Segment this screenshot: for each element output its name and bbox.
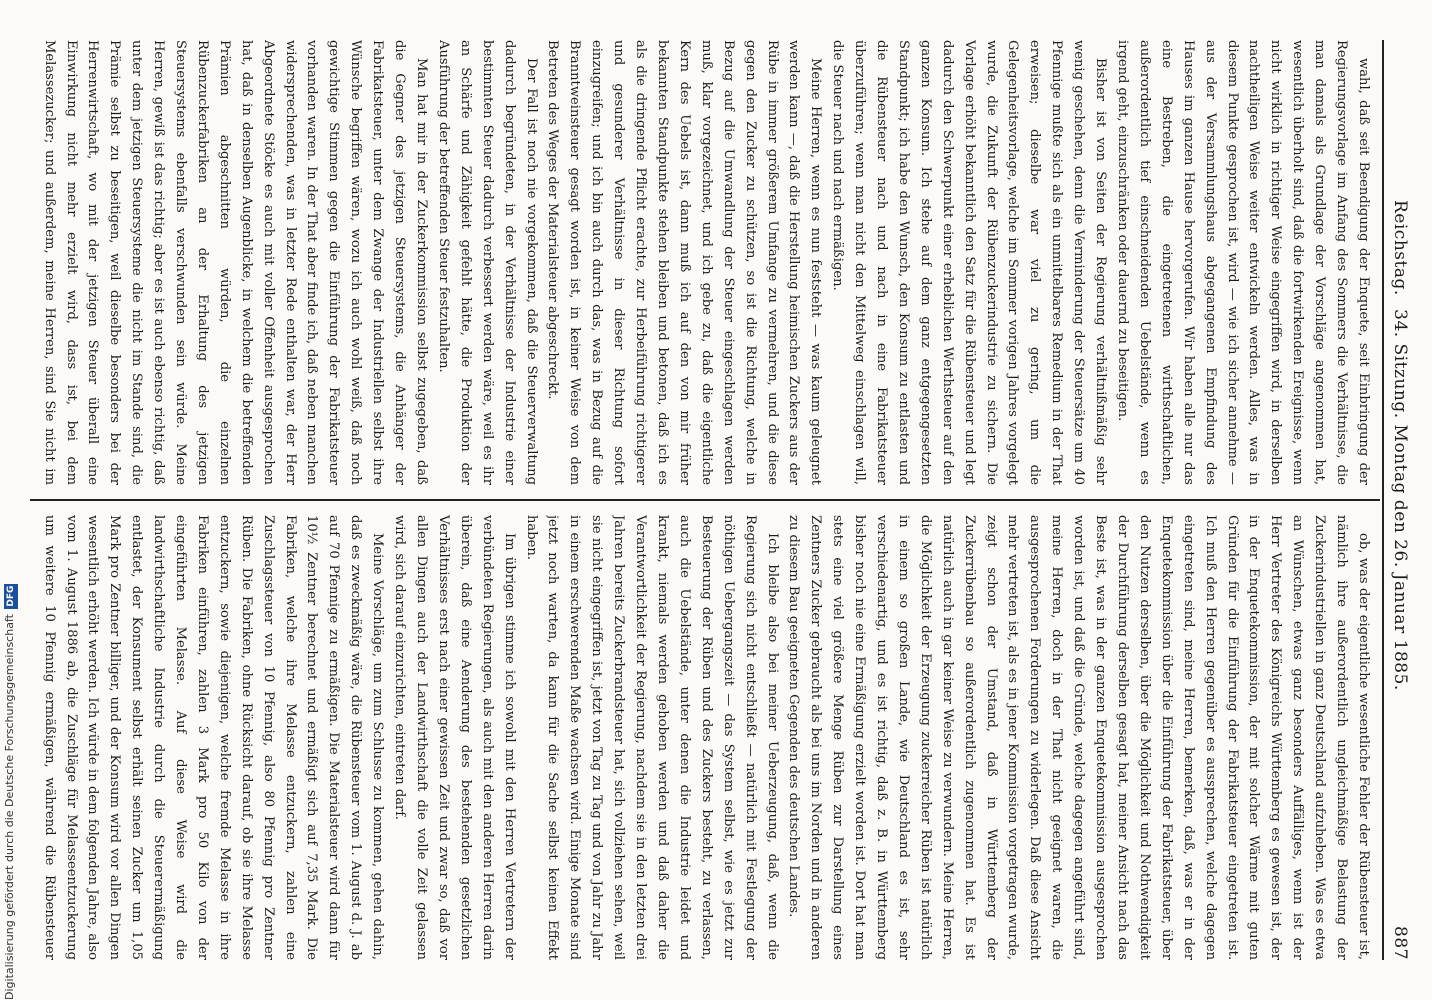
column-divider	[30, 499, 1380, 501]
paragraph: Im übrigen stimme ich sowohl mit den Herren Vertretern der verbündeten Regierungen, als auch mit den anderen Herren darin überein, daß eine Aenderung des bestehenden gesetzlichen Verhältnisses erst nach einer gewissen Zeit und zwar so, daß vor allen Dingen auch der Landwirthschaft die volle Zeit gelassen wird, sich darauf einzurichten, eintreten darf.	[392, 515, 517, 960]
header-left: Reichstag.	[1390, 200, 1410, 296]
page-header	[1384, 40, 1414, 960]
header-session-date: 34. Sitzung. Montag den 26. Januar 1885.	[1390, 309, 1410, 691]
paragraph: Meine Herren, wenn es nun feststeht — was kaum geleugnet werden kann —, daß die Herstellung heimischen Zuckers aus der Rübe in immer größerem Umfange zu vermehren, und die diese gegen den Zucker zu schützen, so ist die Richtung, welche in Bezug auf die Umwandlung der Steuer eingeschlagen werden muß, klar vorgezeichnet, und ich gebe zu, daß die eigentliche Kern des Uebels ist, dann muß ich auf den von mir früher bekannten Standpunkte stehen bleiben und betonen, daß ich es als die dringende Pflicht erachte, zur Herbeiführung richtigerer und gesunderer Verhältnisse in dieser Richtung sofort einzugreifen; und ich bin auch durch das, was in Bezug auf die Branntweinsteuer gesagt worden ist, in keiner Weise von dem Betreten des Weges der Materialsteuer abgeschreckt.	[545, 40, 824, 485]
digitization-credit	[0, 0, 18, 1000]
paragraph: Ich bleibe also bei meiner Ueberzeugung, daß, wenn die Regierung sich nicht entschließt — natürlich mit Festlegung der nöthigen Uebergangszeit — das System selbst, wie es jetzt zur Besteuerung der Rüben und des Zuckers besteht, zu verlassen, auch die Uebelstände, unter denen die Industrie leidet und krankt, niemals werden gehoben werden und daß daher die Verantwortlichkeit der Regierung, nachdem sie in den letzten drei Jahren bereits Zuckerbrandsteuer hat, sich vollziehen sehen, weil sie nicht eingegriffen ist, jetzt von Tag zu Tag und von Jahr zu Jahr in einem erschwerenden Maße wachsen wird. Einige Monate sind jetzt noch warten, da kann für die Sache selbst keinen Effekt haben.	[523, 515, 780, 960]
header-rule	[1382, 40, 1384, 960]
paragraph: Man hat mir in der Zuckerkommission selbst zugegeben, daß die Gegner des jetzigen Steuersystems, die Anhänger der Fabrikatsteuer, unter dem Zwange der Industriellen selbst ihre Wünsche begriffen wären, wozu ich auch wohl weiß, daß noch gewichtige Stimmen gegen die Einführung der Fabrikatsteuer vorhanden waren. In der That aber finde ich, daß neben manchen widersprechenden, was in letzter Rede enthalten war, der Herr Abgeordnete Stöcke es auch mit voller Offenheit ausgesprochen hat, daß in denselben Augenblicke, in welchem die betreffenden Prämien abgeschnitten würden, die einzelnen Rübenzuckerfabriken an der Erhaltung des jetzigen Steuersystems ebenfalls verschwunden sein würde. Meine Herren, gewiß ist das richtig; aber es ist auch ebenso richtig, daß unter dem jetzigen Steuersysteme die nicht im Stande sind, die Prämie selbst zu beseitigen, weil dieselbe besonders bei der Herrenwirtschaft, wo mit der jetzigen Steuer überall eine Einwirkung nicht mehr erzielt wird, dass ist, bei dem Melassezucker; und außerdem, meine Herren, sind Sie nicht im	[41, 40, 430, 485]
page-number: 887	[1390, 926, 1410, 960]
paragraph: Meine Vorschläge, um zum Schlusse zu kommen, gehen dahin, daß es zweckmäßig wäre, die Rübensteuer vom 1. August d. J. ab auf 70 Pfennige zu ermäßigen. Die Materialsteuer wird dann für 10½ Zentner berechnet und ermäßigt sich auf 7,35 Mark. Die Fabriken, welche ihre Melasse entzuckern, zahlen eine Zuschlagssteuer von 10 Pfennig, also 80 Pfennig pro Zentner Rüben. Die Fabriken, ohne Rücksicht darauf, ob sie ihre Melasse entzuckern, sowie diejenigen, welche fremde Melasse in ihre Fabriken einführen, zahlen 3 Mark pro 50 Kilo von der eingeführten Melasse. Auf diese Weise wird die landwirthschaftliche Industrie durch die Steuerermäßigung entlastet, der Konsument selbst erhält seinen Zucker um 1,05 Mark pro Zentner billiger, und der Konsum wird vor allen Dingen wesentlich erhöht werden. Ich würde in dem folgenden Jahre, also vom 1. August 1886 ab, die Zuschläge für Melasseentzuckerung um weitere 10 Pfennig ermäßigen, während die Rübensteuer	[41, 515, 386, 960]
paragraph: Der Fall ist noch nie vorgekommen, daß die Steuerverwaltung dadurch begründeten, in der Verhältnisse der Industrie einer bestimmten Steuer dadurch verbessert werden wäre, weil es ihr an Schärfe und Zähigkeit gefehlt hätte, die Produktion der Ausführung der betreffenden Steuer festzuhalten.	[435, 40, 539, 485]
paragraph: Bisher ist von Seiten der Regierung verhältnißmäßig sehr wenig geschehen, denn die Verminderung der Steuersätze um 40 Pfennige mußte sich als ein unmittelbares Remedium in der That erweisen; dieselbe war viel zu gering, um die Gelegenheitsvorlage, welche im Sommer vorigen Jahres vorgelegt wurde, die Zukunft der Rübenzuckerindustrie zu sichern. Die Vorlage erhöht bekanntlich den Satz für die Rübensteuer und legt dadurch den Schwerpunkt einer erheblichen Werthsteuer auf den ganzen Konsum. Ich stehe auf dem ganz entgegengesetzten Standpunkt; ich habe den Wunsch, den Konsum zu entlasten und die Rübensteuer nach und nach in eine Fabrikatsteuer überzuführen; wenn man nicht den Mittelweg einschlagen will, die Steuer nach und nach ermäßigen.	[830, 40, 1109, 485]
dfg-logo: DFG	[6, 585, 16, 607]
right-column	[36, 515, 1374, 960]
paragraph: wahl, daß seit Beendigung der Enquete, seit Einbringung der Regierungsvorlage im Anfang des Sommers die Verhältnisse, die man damals als Grundlage der Vorschläge angenommen hat, wesentlich überholt sind, daß die fortwirkenden Ereignisse, wenn nicht wirklich in richtiger Weise eingegriffen wird, in derselben nachtheiligen Weise weiter entwickeln werden. Alles, was in diesem Punkte gesprochen ist, wird — wie ich sicher annehme — aus der Versammlungshaus abgegangenen Empfindung des Hauses im ganzen Hause hervorgerufen. Wir haben alle nur das eine Bestreben, die eingetretenen wirthschaftlichen, außerordentlich tief einschneidenden Uebelstände, wenn es irgend geht, einzuschränken oder dauernd zu beseitigen.	[1115, 40, 1371, 485]
left-column	[36, 40, 1374, 485]
credit-text: Digitalisierung gefördert durch die Deutsche Forschungsgemeinschaft	[3, 614, 16, 1000]
paragraph: ob, was der eigentliche wesentliche Fehler der Rübensteuer ist, nämlich ihre außerordentlich ungleichmäßige Belastung der Zuckerindustriellen in ganz Deutschland aufzuheben. Was es etwa an Wünschen, etwas ganz besonders Auffälliges, wenn ist der Herr Vertreter des Königreichs Württemberg es gewesen ist, der in der Enquetekommission, der mit solcher Wärme mit guten Gründen für die Einführung der Fabrikatsteuer eingetreten ist. Ich muß den Herren gegenüber es aussprechen, welche dagegen eingetreten sind, meine Herren, bemerken, daß, was er in der Enquetekommission über die Einführung der Fabrikatsteuer, über den Nutzen derselben, über die Möglichkeit und Nothwendigkeit der Durchführung derselben gesagt hat, meiner Ansicht nach das Beste ist, was in der ganzen Enquetekommission ausgesprochen worden ist, und daß die Gründe, welche dagegen angeführt sind, meine Herren, doch in der That nicht geeignet waren, die ausgesprochenen Forderungen zu widerlegen. Daß diese Ansicht mehr vertreten ist, als es in jener Kommission vorgetragen wurde, zeigt schon der Umstand, daß in Württemberg der Zuckerrübenbau so außerordentlich zugenommen hat. Es ist natürlich auch in gar keiner Weise zu verwundern. Meine Herren, die Möglichkeit der Erzeugung zuckerreicher Rüben ist natürlich in einem so großen Lande, wie Deutschland es ist, sehr verschiedenartig, und es ist richtig, daß z. B. in Württemberg bisher noch nie eine Ermäßigung erzielt worden ist. Dort hat man stets eine viel größere Menge Rüben zur Darstellung eines Zentners Zucker gebraucht als bei uns im Norden und in anderen zu diesem Bau geeigneten Gegenden des deutschen Landes.	[786, 515, 1371, 960]
